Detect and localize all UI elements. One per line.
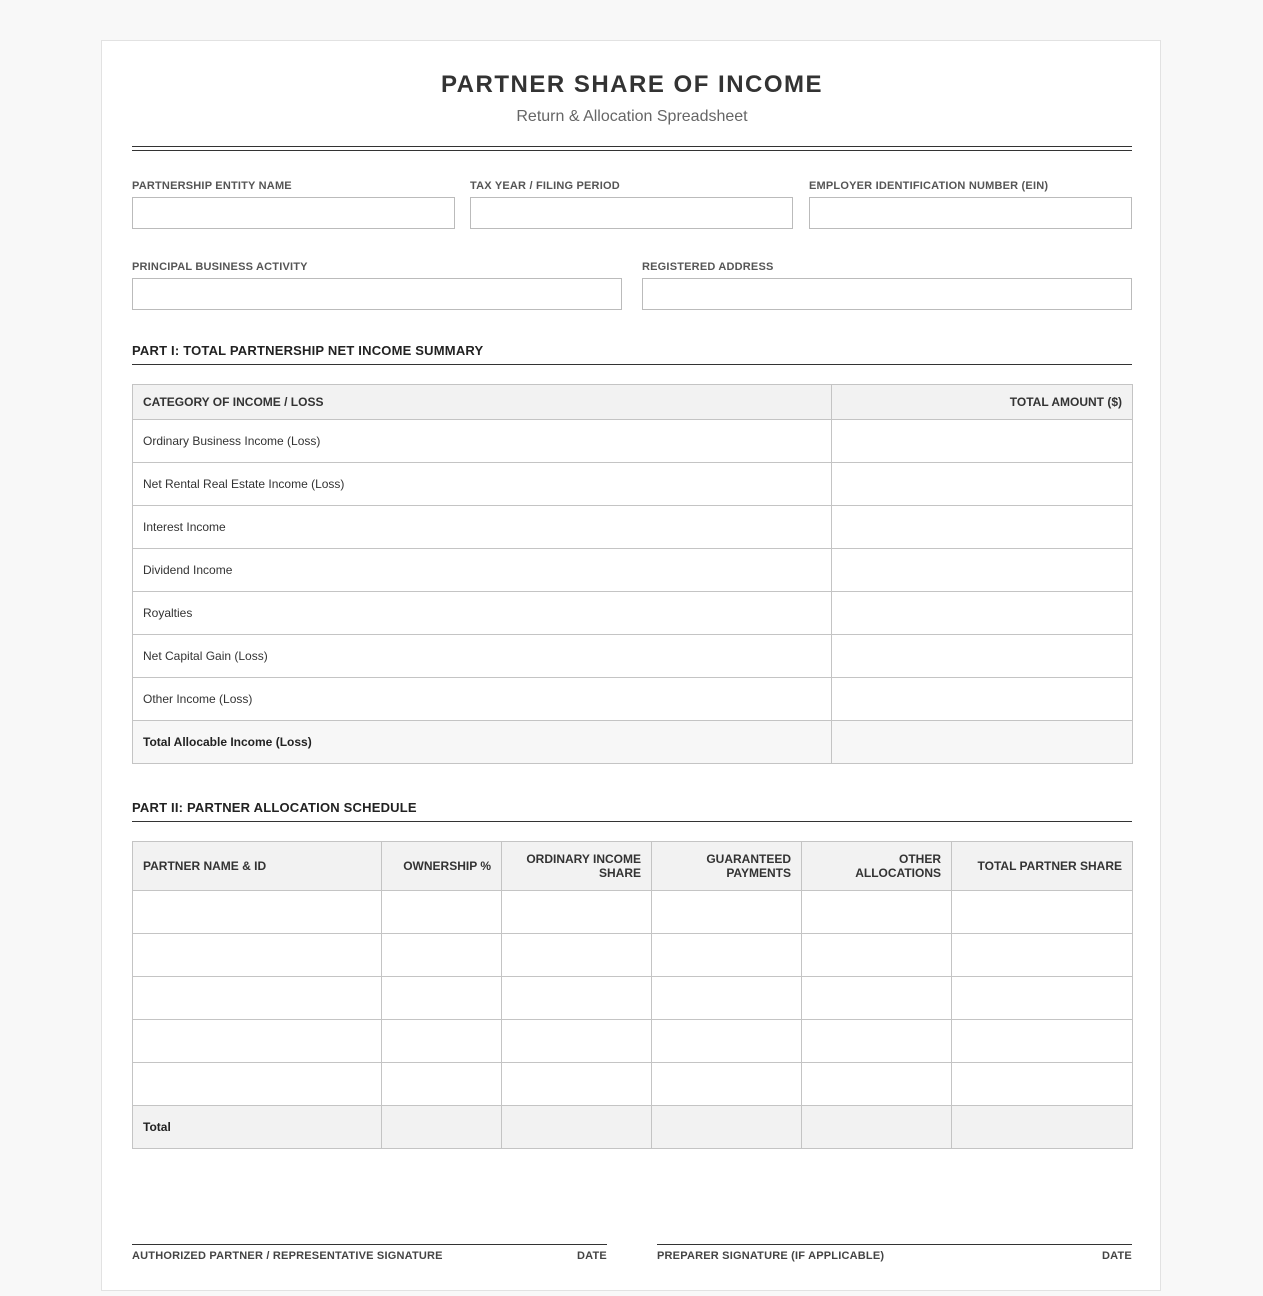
ordinary-income-column-header [502,842,652,891]
ordinary-income-total-cell[interactable] [502,1106,652,1149]
allocation-header-row [133,842,1133,891]
partner-name-cell[interactable] [133,977,382,1020]
tax-year-label: TAX YEAR / FILING PERIOD [470,180,620,192]
table-row [133,977,1133,1020]
allocation-total-row [133,1106,1133,1149]
income-category-label: Net Rental Real Estate Income (Loss) [133,463,832,506]
ein-input[interactable] [809,197,1132,229]
income-amount-cell[interactable] [832,635,1133,678]
income-category-label: Ordinary Business Income (Loss) [133,420,832,463]
partner-date-label: DATE [577,1250,607,1262]
table-row [133,891,1133,934]
part1-title: PART I: TOTAL PARTNERSHIP NET INCOME SUMMARY [132,343,1132,365]
income-category-label: Net Capital Gain (Loss) [133,635,832,678]
total-partner-share-cell[interactable] [952,891,1133,934]
header-divider [132,146,1132,151]
total-partner-share-cell[interactable] [952,934,1133,977]
ownership-column-header: OWNERSHIP % [382,842,502,891]
ownership-cell[interactable] [382,1020,502,1063]
income-total-label: Total Allocable Income (Loss) [133,721,832,764]
guaranteed-payments-cell[interactable] [652,934,802,977]
other-allocations-cell[interactable] [802,891,952,934]
partner-name-column-header: PARTNER NAME & ID [133,842,382,891]
partner-signature-line[interactable] [132,1244,607,1245]
guaranteed-payments-cell[interactable] [652,891,802,934]
partner-name-cell[interactable] [133,1020,382,1063]
income-amount-cell[interactable] [832,678,1133,721]
income-amount-cell[interactable] [832,549,1133,592]
income-total-row [133,721,1133,764]
income-summary-table [132,384,1133,764]
income-category-label: Royalties [133,592,832,635]
total-partner-share-total-cell[interactable] [952,1106,1133,1149]
table-row [133,1063,1133,1106]
other-allocations-cell[interactable] [802,934,952,977]
partner-name-cell[interactable] [133,891,382,934]
business-activity-label: PRINCIPAL BUSINESS ACTIVITY [132,261,308,273]
registered-address-input[interactable] [642,278,1132,310]
guaranteed-payments-cell[interactable] [652,1063,802,1106]
amount-column-header: TOTAL AMOUNT ($) [832,385,1133,420]
income-category-label: Dividend Income [133,549,832,592]
allocation-total-label: Total [133,1106,382,1149]
guaranteed-payments-column-header [652,842,802,891]
other-allocations-header-line1: OTHER [899,852,941,866]
table-row [133,635,1133,678]
preparer-date-label: DATE [1102,1250,1132,1262]
income-summary-header-row [133,385,1133,420]
partner-name-cell[interactable] [133,1063,382,1106]
income-amount-cell[interactable] [832,463,1133,506]
guaranteed-payments-cell[interactable] [652,1020,802,1063]
other-allocations-column-header [802,842,952,891]
preparer-signature-label: PREPARER SIGNATURE (IF APPLICABLE) [657,1250,885,1262]
part2-title: PART II: PARTNER ALLOCATION SCHEDULE [132,800,1132,822]
ordinary-income-cell[interactable] [502,891,652,934]
income-total-amount-cell[interactable] [832,721,1133,764]
table-row [133,592,1133,635]
guaranteed-header-line2: PAYMENTS [726,866,791,880]
ordinary-income-header-line2: SHARE [598,866,641,880]
category-column-header: CATEGORY OF INCOME / LOSS [133,385,832,420]
total-partner-share-cell[interactable] [952,1020,1133,1063]
ordinary-income-header-line1: ORDINARY INCOME [526,852,641,866]
ownership-cell[interactable] [382,1063,502,1106]
ordinary-income-cell[interactable] [502,934,652,977]
ordinary-income-cell[interactable] [502,1063,652,1106]
other-allocations-cell[interactable] [802,1020,952,1063]
income-category-label: Other Income (Loss) [133,678,832,721]
table-row [133,678,1133,721]
other-allocations-header-line2: ALLOCATIONS [855,866,941,880]
table-row [133,934,1133,977]
partner-allocation-table [132,841,1133,1149]
ein-label: EMPLOYER IDENTIFICATION NUMBER (EIN) [809,180,1049,192]
income-category-label: Interest Income [133,506,832,549]
entity-name-input[interactable] [132,197,455,229]
business-activity-input[interactable] [132,278,622,310]
form-subtitle: Return & Allocation Spreadsheet [516,108,748,125]
ownership-total-cell[interactable] [382,1106,502,1149]
total-partner-share-cell[interactable] [952,977,1133,1020]
preparer-signature-line[interactable] [657,1244,1132,1245]
income-amount-cell[interactable] [832,592,1133,635]
ownership-cell[interactable] [382,891,502,934]
other-allocations-cell[interactable] [802,977,952,1020]
tax-year-input[interactable] [470,197,793,229]
ordinary-income-cell[interactable] [502,977,652,1020]
form-sheet [101,40,1161,1291]
income-amount-cell[interactable] [832,420,1133,463]
table-row [133,506,1133,549]
partner-name-cell[interactable] [133,934,382,977]
table-row [133,463,1133,506]
ownership-cell[interactable] [382,977,502,1020]
ownership-cell[interactable] [382,934,502,977]
total-partner-share-cell[interactable] [952,1063,1133,1106]
registered-address-label: REGISTERED ADDRESS [642,261,774,273]
form-title: PARTNER SHARE OF INCOME [440,71,824,98]
table-row [133,549,1133,592]
total-partner-share-column-header: TOTAL PARTNER SHARE [952,842,1133,891]
table-row [133,1020,1133,1063]
guaranteed-payments-total-cell[interactable] [652,1106,802,1149]
ordinary-income-cell[interactable] [502,1020,652,1063]
income-amount-cell[interactable] [832,506,1133,549]
other-allocations-total-cell[interactable] [802,1106,952,1149]
other-allocations-cell[interactable] [802,1063,952,1106]
table-row [133,420,1133,463]
partner-signature-label: AUTHORIZED PARTNER / REPRESENTATIVE SIGNATURE [132,1250,443,1262]
guaranteed-header-line1: GUARANTEED [706,852,791,866]
guaranteed-payments-cell[interactable] [652,977,802,1020]
entity-name-label: PARTNERSHIP ENTITY NAME [132,180,292,192]
